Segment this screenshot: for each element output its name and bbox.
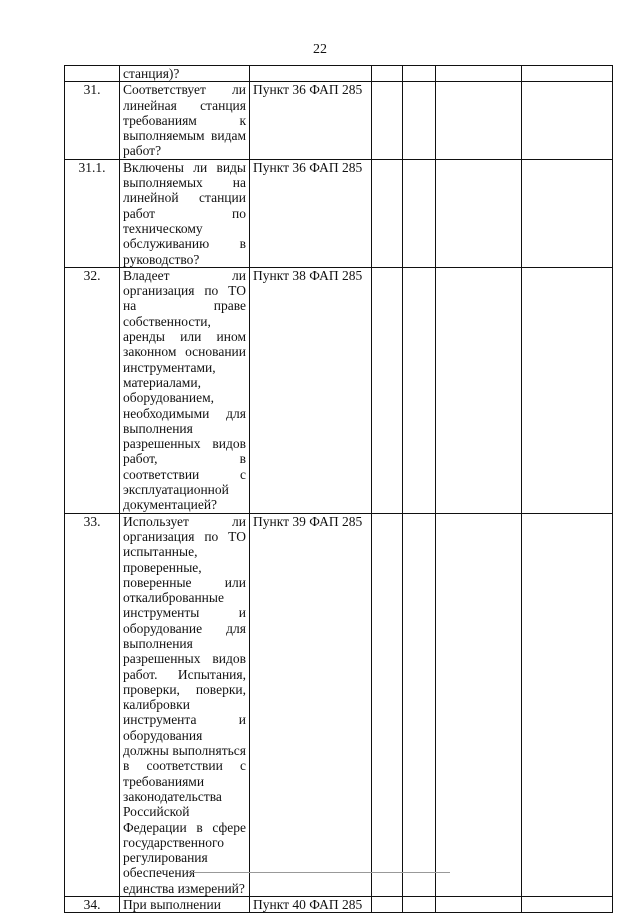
table-row	[65, 159, 613, 267]
reference-text: Пункт 36 ФАП 285	[250, 159, 372, 267]
empty-cell	[436, 66, 522, 82]
empty-cell	[372, 66, 403, 82]
empty-cell	[522, 267, 613, 513]
reference-text: Пункт 36 ФАП 285	[250, 82, 372, 159]
empty-cell	[403, 513, 436, 896]
row-number	[65, 66, 120, 82]
reference-text: Пункт 39 ФАП 285	[250, 513, 372, 896]
reference-text	[250, 66, 372, 82]
reference-text: Пункт 40 ФАП 285	[250, 897, 372, 913]
reference-text: Пункт 38 ФАП 285	[250, 267, 372, 513]
table-row	[65, 82, 613, 159]
row-number: 33.	[65, 513, 120, 896]
table-row	[65, 66, 613, 82]
table-row	[65, 513, 613, 896]
empty-cell	[372, 513, 403, 896]
page-number: 22	[313, 42, 327, 57]
empty-cell	[403, 66, 436, 82]
question-text: станция)?	[120, 66, 250, 82]
question-text: Владеет ли организация по ТО на праве собственности, аренды или ином законном основании инструментами, материалами, оборудованием, необходимыми для выполнения разрешенных видов работ, в соответствии с эксплуатационной документацией?	[120, 267, 250, 513]
empty-cell	[522, 159, 613, 267]
table-row	[65, 267, 613, 513]
row-number: 31.1.	[65, 159, 120, 267]
row-number: 34.	[65, 897, 120, 913]
empty-cell	[372, 82, 403, 159]
empty-cell	[403, 267, 436, 513]
empty-cell	[522, 513, 613, 896]
empty-cell	[403, 82, 436, 159]
empty-cell	[372, 159, 403, 267]
row-number: 31.	[65, 82, 120, 159]
empty-cell	[522, 66, 613, 82]
empty-cell	[436, 159, 522, 267]
empty-cell	[436, 267, 522, 513]
empty-cell	[436, 82, 522, 159]
question-text: При выполнении	[120, 897, 250, 913]
empty-cell	[372, 267, 403, 513]
question-text: Включены ли виды выполняемых на линейной станции работ по техническому обслуживанию в руководство?	[120, 159, 250, 267]
row-number: 32.	[65, 267, 120, 513]
empty-cell	[436, 513, 522, 896]
scan-edge-line	[188, 872, 450, 873]
empty-cell	[522, 82, 613, 159]
question-text: Соответствует ли линейная станция требованиям к выполняемым видам работ?	[120, 82, 250, 159]
question-text: Использует ли организация по ТО испытанные, проверенные, поверенные или откалиброванные инструменты и оборудование для выполнения разрешенных видов работ. Испытания, проверки, поверки, калибровки инструмента и оборудования должны выполняться в соответствии с требованиями законодательства Российской Федерации в сфере государственного регулирования обеспечения единства измерений?	[120, 513, 250, 896]
empty-cell	[403, 159, 436, 267]
checklist-table	[64, 65, 613, 913]
